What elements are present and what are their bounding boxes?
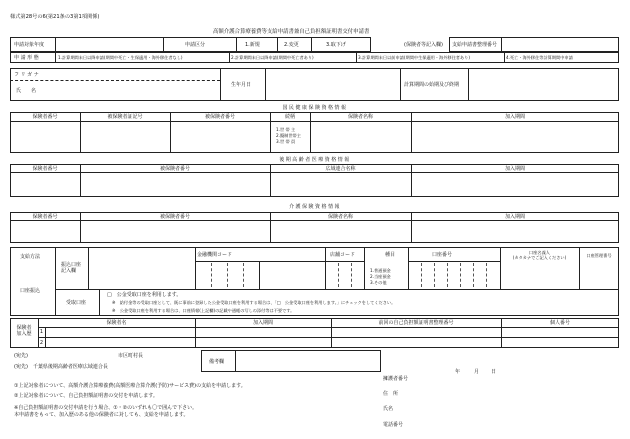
koki-col-insured-no: 被保険者番号 [159,166,190,172]
date-year-label: 年 [455,369,461,375]
note-4: 本申請書をもって、加入歴のある他の保険者に対しても、支給を申請します。 [14,412,189,418]
koki-addressee-label: (宛先) 千葉県後期高齢者医療広域連合長 [14,364,108,370]
account-transfer-label: 口座振込 [20,288,41,294]
kaigo-section-title: 介護保険資格情報 [288,204,341,210]
remarks-box[interactable] [201,350,381,372]
kokuho-col-period: 加入期間 [504,114,525,120]
name-label: 氏 名 [16,88,37,94]
history-row-2: 2 [39,340,44,346]
relation-option-1[interactable]: 1.世 帯 主 [276,127,296,132]
kubun-withdraw-option[interactable]: 3.取下げ [326,42,346,48]
kokuho-col-card-symbol: 被保険者証記号 [107,114,143,120]
relation-option-2[interactable]: 2.擬制世帯主 [276,133,301,138]
page-title: 高額介護合算療養費等支給申請書兼自己負担額証明書交付申請書 [213,29,370,35]
relation-option-3[interactable]: 3.世 帯 員 [276,139,296,144]
account-holder-label: 口座名義人 (カタカナでご記入ください) [512,250,567,260]
koki-section-title: 後期高齢者医療資格情報 [279,157,351,163]
kaigo-col-insurer-name: 保険者名称 [327,214,353,220]
applicant-name-label: 氏名 [383,406,394,412]
form-type-label: 申 請 形 態 [14,55,39,61]
account-entry-label: 振込口座 記入欄 [61,262,82,274]
form-number: 様式第28号の6(第21条の3第1項関係) [10,14,100,20]
receive-note-2: ※ 公金受取口座を利用する場合は、口座情報(上記欄)の記載や通帳の写しの添付等は不要です。 [112,308,295,313]
form-type-option-2[interactable]: 2.計算期間末日以降申請(期間中死亡者あり) [231,55,314,60]
note-1: ①上記対象者について、高額介護合算療養費(高額医療合算介護(予防)サービス費)の支給を申請します。 [14,383,246,389]
kokuho-section-title: 国民健康保険資格情報 [282,105,348,111]
kokuho-col-relation: 続柄 [284,114,295,120]
form-type-option-1[interactable]: 1.計算期間末日以降申請(期間中死亡・生保適用・海外移住者なし) [58,55,183,60]
account-mgmt-no-label: 口座管理番号 [586,253,612,258]
history-col-individual-no: 個人番号 [549,320,570,326]
person-box [10,68,619,101]
period-label: 計算期間の始期及び終期 [404,82,460,88]
history-row-1: 1 [39,329,44,335]
form-type-option-4[interactable]: 4.死亡・海外移住等計算期間中申請 [506,55,573,60]
tel-label: 電話番号 [383,422,404,428]
kaigo-col-insurer-no: 保険者番号 [32,214,58,220]
note-2: ②上記対象者について、自己負担額証明書の交付を申請します。 [14,393,158,399]
kaigo-col-period: 加入期間 [504,214,525,220]
history-col-period: 加入期間 [252,320,273,326]
payment-method-label: 支給方法 [20,254,41,260]
kokuho-col-insurer-no: 保険者番号 [32,114,58,120]
address-label: 住 所 [383,391,399,397]
city-mayor-label: 市区町村長 [118,353,144,359]
koki-col-insurer-no: 保険者番号 [32,166,58,172]
date-month-label: 月 [474,369,480,375]
furigana-label: フ リ ガ ナ [14,72,39,78]
remarks-label: 備考欄 [209,359,225,365]
account-type-option-1[interactable]: 1.普通預金 [370,268,391,273]
receipt-no-label: 支給申請書整理番号 [452,42,498,48]
koki-col-union-name: 広域連合名称 [325,166,356,172]
note-3: ※自己負担額証明書の交付申請を行う場合、①・②のいずれも〇で囲んで下さい。 [14,405,198,411]
kubun-change-option[interactable]: 2.変更 [284,42,299,48]
account-type-label: 種目 [385,252,396,258]
branch-code-label: 店舗コード [330,252,356,258]
birthdate-label: 生年月日 [231,82,252,88]
target-year-label: 申請対象年度 [14,42,45,48]
account-number-label: 口座番号 [432,252,453,258]
public-account-checkbox[interactable]: □ 公金受取口座を利用します。 [107,292,182,298]
kubun-new-option[interactable]: 1.新規 [245,42,260,48]
history-col-cert-no: 前回の自己負担額証明書整理番号 [378,320,454,326]
bank-code-label: 金融機関コード [197,252,233,258]
history-col-insurer: 保険者名 [106,320,127,326]
form-type-option-3[interactable]: 3.計算期間末日以前申請(期間中生保適用・海外移住者あり) [358,55,470,60]
history-side-label: 保険者 加入歴 [16,325,32,337]
date-day-label: 日 [491,369,497,375]
receive-note-1: ※ 給付金等の受取口座として、既に事前に登録した公金受取口座を利用する場合は、「□ 公金受取口座を利用します。」にチェックをしてください。 [112,300,396,305]
kokuho-col-insured-no: 被保険者番号 [204,114,235,120]
insurer-entry-label: (保険者等記入欄) [404,42,443,48]
kubun-label: 申請区分 [185,42,206,48]
kokuho-col-insurer-name: 保険者名称 [347,114,373,120]
addressee-label: (宛先) [14,353,28,359]
account-type-option-3[interactable]: 3.その他 [370,280,387,285]
sub-no-label: 擁護者番号 [383,376,409,382]
koki-col-period: 加入期間 [504,166,525,172]
kaigo-col-insured-no: 被保険者番号 [159,214,190,220]
account-type-option-2[interactable]: 2.当座預金 [370,274,391,279]
receive-account-label: 受取口座 [66,300,87,306]
